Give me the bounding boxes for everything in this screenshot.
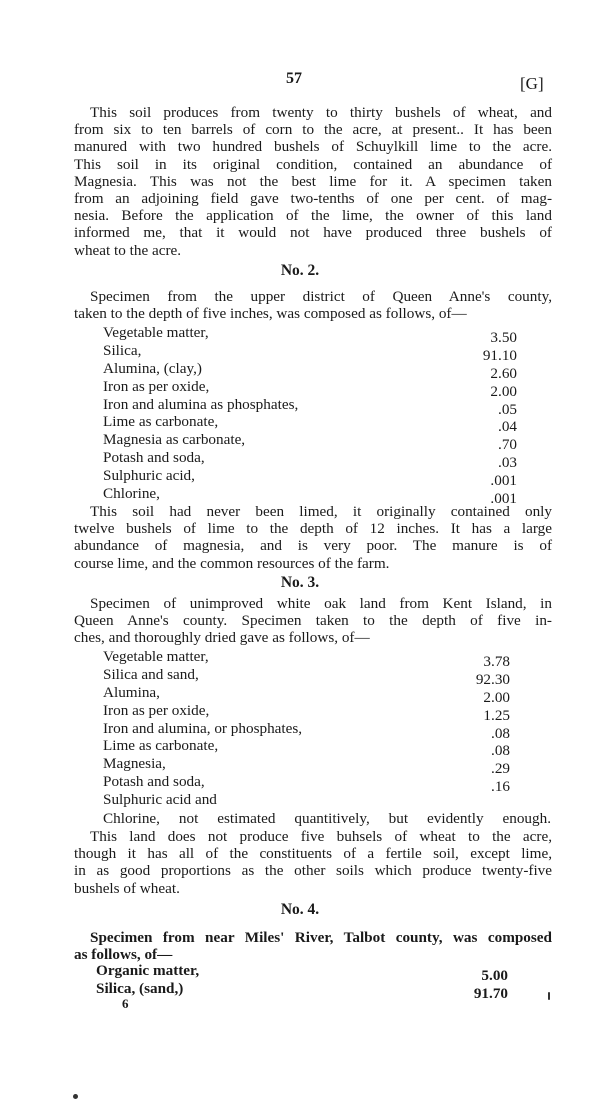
page-number: 57 — [286, 70, 302, 87]
constituent-label: Silica and sand, — [103, 665, 199, 683]
analysis-row — [103, 467, 517, 490]
text-line: nesia. Before the application of the lime, the owner of this land — [74, 207, 552, 225]
text-line: This land does not produce five buhsels of wheat to the acre, — [90, 828, 552, 845]
constituent-value: 1.25 — [483, 706, 510, 724]
text-line: Specimen from near Miles' River, Talbot county, was composed — [90, 929, 552, 946]
section-2-heading: No. 2. — [280, 262, 320, 279]
text-line: informed me, that it would not have produced three bushels of — [74, 224, 552, 242]
analysis-row — [103, 341, 517, 364]
constituent-value: .08 — [491, 742, 510, 760]
constituent-label: Magnesia as carbonate, — [103, 431, 246, 449]
section-2-intro — [74, 288, 552, 322]
constituent-label: Silica, (sand,) — [96, 979, 184, 997]
text-line: Specimen of unimproved white oak land from Kent Island, in — [90, 595, 552, 612]
constituent-label: Iron as per oxide, — [103, 377, 210, 395]
constituent-label: Alumina, — [103, 683, 160, 701]
analysis-row — [103, 324, 517, 346]
constituent-value: 91.10 — [482, 346, 517, 364]
text-line: Magnesia. This was not the best lime for it. A specimen taken — [74, 172, 552, 190]
constituent-value: 5.00 — [481, 967, 508, 984]
analysis-row — [103, 449, 517, 472]
constituent-label: Potash and soda, — [103, 773, 205, 791]
constituent-label: Chlorine, — [103, 485, 160, 503]
analysis-row — [103, 683, 510, 706]
constituent-value: .29 — [491, 760, 510, 778]
constituent-value: 92.30 — [475, 670, 510, 688]
text-line: taken to the depth of five inches, was composed as follows, of— — [74, 305, 467, 323]
constituent-value: 3.78 — [483, 653, 510, 670]
section-4-table — [96, 962, 508, 1002]
constituent-value: 2.00 — [483, 688, 510, 706]
text-line: from six to ten barrels of corn to the acre, at present.. It has been — [74, 121, 552, 139]
section-4-continuation-mark: 6 — [122, 996, 129, 1011]
paragraph-1 — [74, 104, 552, 259]
constituent-label: Iron as per oxide, — [103, 701, 210, 719]
text-line: wheat to the acre. — [74, 241, 182, 259]
constituent-label: Silica, — [103, 341, 142, 359]
text-line: This soil had never been limed, it originally contained only — [90, 503, 552, 520]
text-line: ches, and thoroughly dried gave as follows, of— — [74, 629, 370, 647]
constituent-label: Vegetable matter, — [103, 324, 209, 341]
text-line: Specimen from the upper district of Queen Anne's county, — [90, 288, 552, 305]
analysis-row — [96, 962, 508, 984]
constituent-value: .08 — [491, 724, 510, 742]
constituent-value: .03 — [498, 454, 517, 472]
constituent-label: Iron and alumina as phosphates, — [103, 395, 299, 413]
constituent-label: Lime as carbonate, — [103, 413, 219, 431]
constituent-value: .16 — [491, 778, 510, 796]
analysis-row — [103, 413, 517, 436]
text-line: though it has all of the constituents of a fertile soil, except lime, — [74, 845, 552, 863]
text-line: This soil produces from twenty to thirty bushels of wheat, and — [90, 104, 552, 121]
analysis-row — [103, 377, 517, 400]
text-line: course lime, and the common resources of the farm. — [74, 554, 390, 572]
text-line: manured with two hundred bushels of Schuylkill lime to the acre. — [74, 138, 552, 156]
section-3-remarks — [74, 828, 552, 897]
constituent-value: .04 — [498, 418, 517, 436]
constituent-value: 91.70 — [473, 984, 508, 1002]
analysis-row — [103, 701, 510, 724]
constituent-label: Magnesia, — [103, 755, 166, 773]
constituent-value: .001 — [490, 472, 517, 490]
constituent-label: Alumina, (clay,) — [103, 359, 202, 377]
analysis-row — [103, 737, 510, 760]
analysis-row — [103, 791, 510, 809]
constituent-label: Sulphuric acid and — [103, 791, 217, 809]
section-3-intro — [74, 595, 552, 647]
section-3-note-text: Chlorine, not estimated quantitively, but evidently enough. — [103, 810, 551, 827]
text-line: abundance of magnesia, and is very poor. The manure is of — [74, 537, 552, 555]
text-line: from an adjoining field gave two-tenths of one per cent. of mag- — [74, 189, 552, 207]
analysis-row — [103, 485, 517, 508]
analysis-row — [103, 719, 510, 742]
analysis-row — [103, 648, 510, 670]
analysis-row — [103, 755, 510, 778]
analysis-row — [103, 665, 510, 688]
text-line: in as good proportions as the other soils which produce twenty-five — [74, 862, 552, 880]
analysis-row — [103, 431, 517, 454]
section-4-heading: No. 4. — [280, 901, 320, 918]
ink-speck — [548, 992, 550, 1000]
analysis-row — [103, 395, 517, 418]
constituent-label: Potash and soda, — [103, 449, 205, 467]
constituent-label: Iron and alumina, or phosphates, — [103, 719, 303, 737]
constituent-value: 3.50 — [490, 329, 517, 346]
analysis-row — [96, 979, 508, 1002]
analysis-row — [103, 773, 510, 796]
text-line: Queen Anne's county. Specimen taken to the depth of five in- — [74, 612, 552, 630]
section-2-table — [103, 324, 517, 508]
constituent-label: Organic matter, — [96, 962, 200, 979]
section-3-heading: No. 3. — [280, 574, 320, 591]
text-line: bushels of wheat. — [74, 879, 180, 897]
text-line: as follows, of— — [74, 946, 173, 964]
constituent-value: .05 — [498, 400, 517, 418]
section-3-note — [103, 810, 551, 827]
constituent-label: Sulphuric acid, — [103, 467, 195, 485]
constituent-value: 2.00 — [490, 382, 517, 400]
section-4-intro — [74, 929, 552, 963]
signature-mark: [G] — [520, 74, 544, 93]
constituent-label: Lime as carbonate, — [103, 737, 219, 755]
section-2-remarks — [74, 503, 552, 572]
text-line: twelve bushels of lime to the depth of 12 inches. It has a large — [74, 520, 552, 538]
analysis-row — [103, 359, 517, 382]
section-3-table — [103, 648, 510, 809]
ink-speck — [73, 1094, 78, 1099]
constituent-value: .001 — [490, 490, 517, 508]
text-line: This soil in its original condition, contained an abundance of — [74, 155, 552, 173]
constituent-label: Vegetable matter, — [103, 648, 209, 665]
constituent-value: .70 — [498, 436, 517, 454]
constituent-value: 2.60 — [490, 364, 517, 382]
